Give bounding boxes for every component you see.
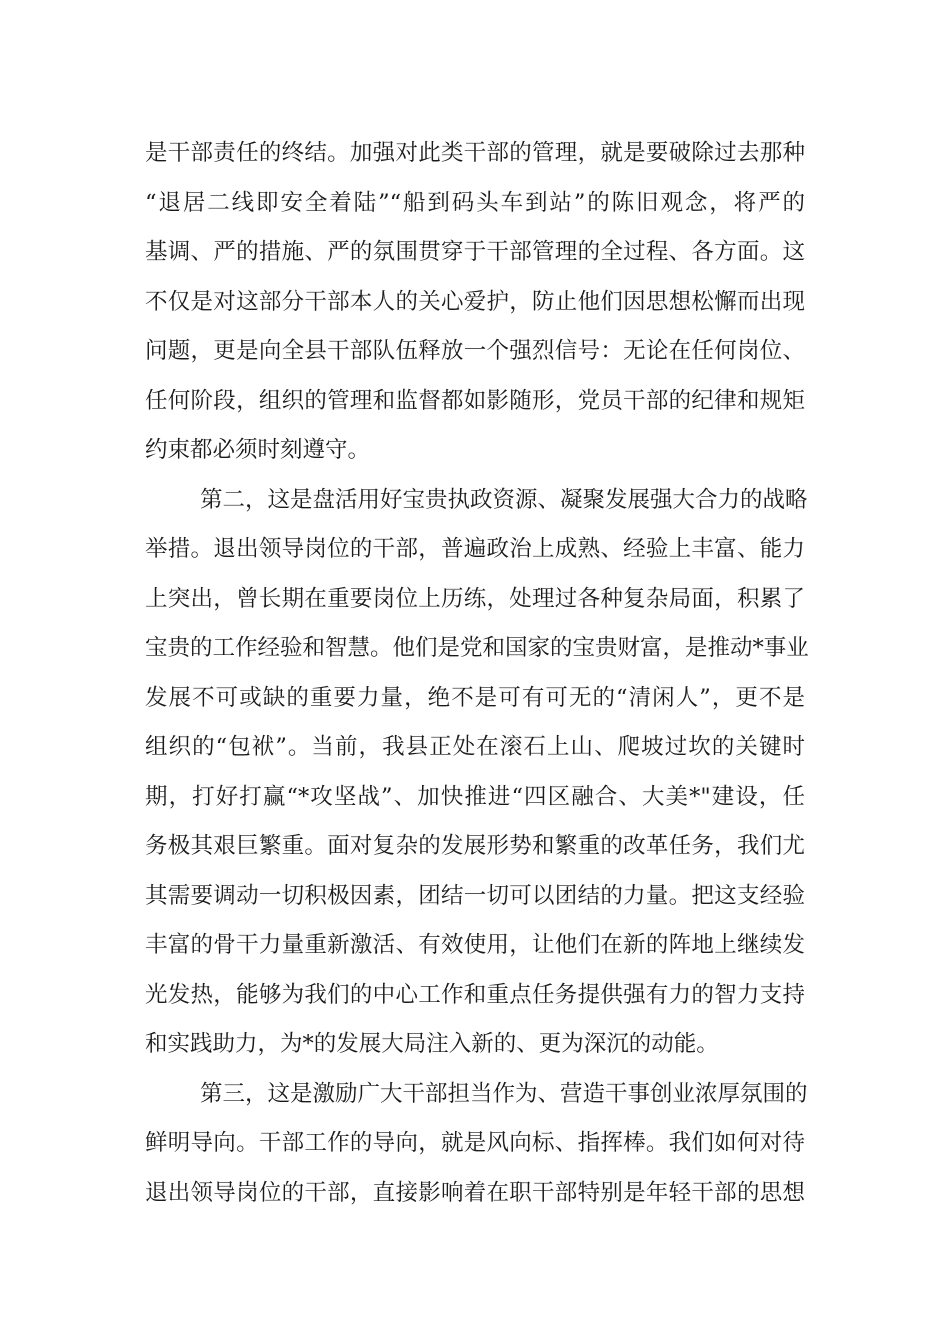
text-line: 光发热，能够为我们的中心工作和重点任务提供强有力的智力支持	[145, 982, 805, 1008]
text-line: 不仅是对这部分干部本人的关心爱护，防止他们因思想松懈而出现	[145, 289, 805, 315]
text-line: 宝贵的工作经验和智慧。他们是党和国家的宝贵财富，是推动*事业	[145, 635, 809, 661]
text-line: 和实践助力，为*的发展大局注入新的、更为深沉的动能。	[145, 1031, 719, 1057]
text-line: “退居二线即安全着陆”“船到码头车到站”的陈旧观念，将严的	[145, 190, 805, 216]
text-line: 发展不可或缺的重要力量，绝不是可有可无的“清闲人”，更不是	[145, 685, 805, 711]
text-line: 第三，这是激励广大干部担当作为、营造干事创业浓厚氛围的	[200, 1081, 808, 1107]
text-line: 丰富的骨干力量重新激活、有效使用，让他们在新的阵地上继续发	[145, 932, 805, 958]
text-line: 是干部责任的终结。加强对此类干部的管理，就是要破除过去那种	[145, 140, 805, 166]
text-line: 退出领导岗位的干部，直接影响着在职干部特别是年轻干部的思想	[145, 1180, 805, 1206]
text-line: 第二，这是盘活用好宝贵执政资源、凝聚发展强大合力的战略	[200, 487, 808, 513]
text-line: 组织的“包袱”。当前，我县正处在滚石上山、爬坡过坎的关键时	[145, 734, 805, 760]
text-line: 鲜明导向。干部工作的导向，就是风向标、指挥棒。我们如何对待	[145, 1130, 805, 1156]
text-line: 约束都必须时刻遵守。	[145, 437, 371, 463]
text-line: 问题，更是向全县干部队伍释放一个强烈信号：无论在任何岗位、	[145, 338, 805, 364]
text-line: 上突出，曾长期在重要岗位上历练，处理过各种复杂局面，积累了	[145, 586, 805, 612]
text-line: 期，打好打赢“*攻坚战”、加快推进“四区融合、大美*"建设，任	[145, 784, 805, 810]
text-line: 基调、严的措施、严的氛围贯穿于干部管理的全过程、各方面。这	[145, 239, 805, 265]
text-line: 务极其艰巨繁重。面对复杂的发展形势和繁重的改革任务，我们尤	[145, 833, 805, 859]
text-line: 任何阶段，组织的管理和监督都如影随形，党员干部的纪律和规矩	[145, 388, 805, 414]
text-line: 其需要调动一切积极因素，团结一切可以团结的力量。把这支经验	[145, 883, 805, 909]
text-line: 举措。退出领导岗位的干部，普遍政治上成熟、经验上丰富、能力	[145, 536, 805, 562]
